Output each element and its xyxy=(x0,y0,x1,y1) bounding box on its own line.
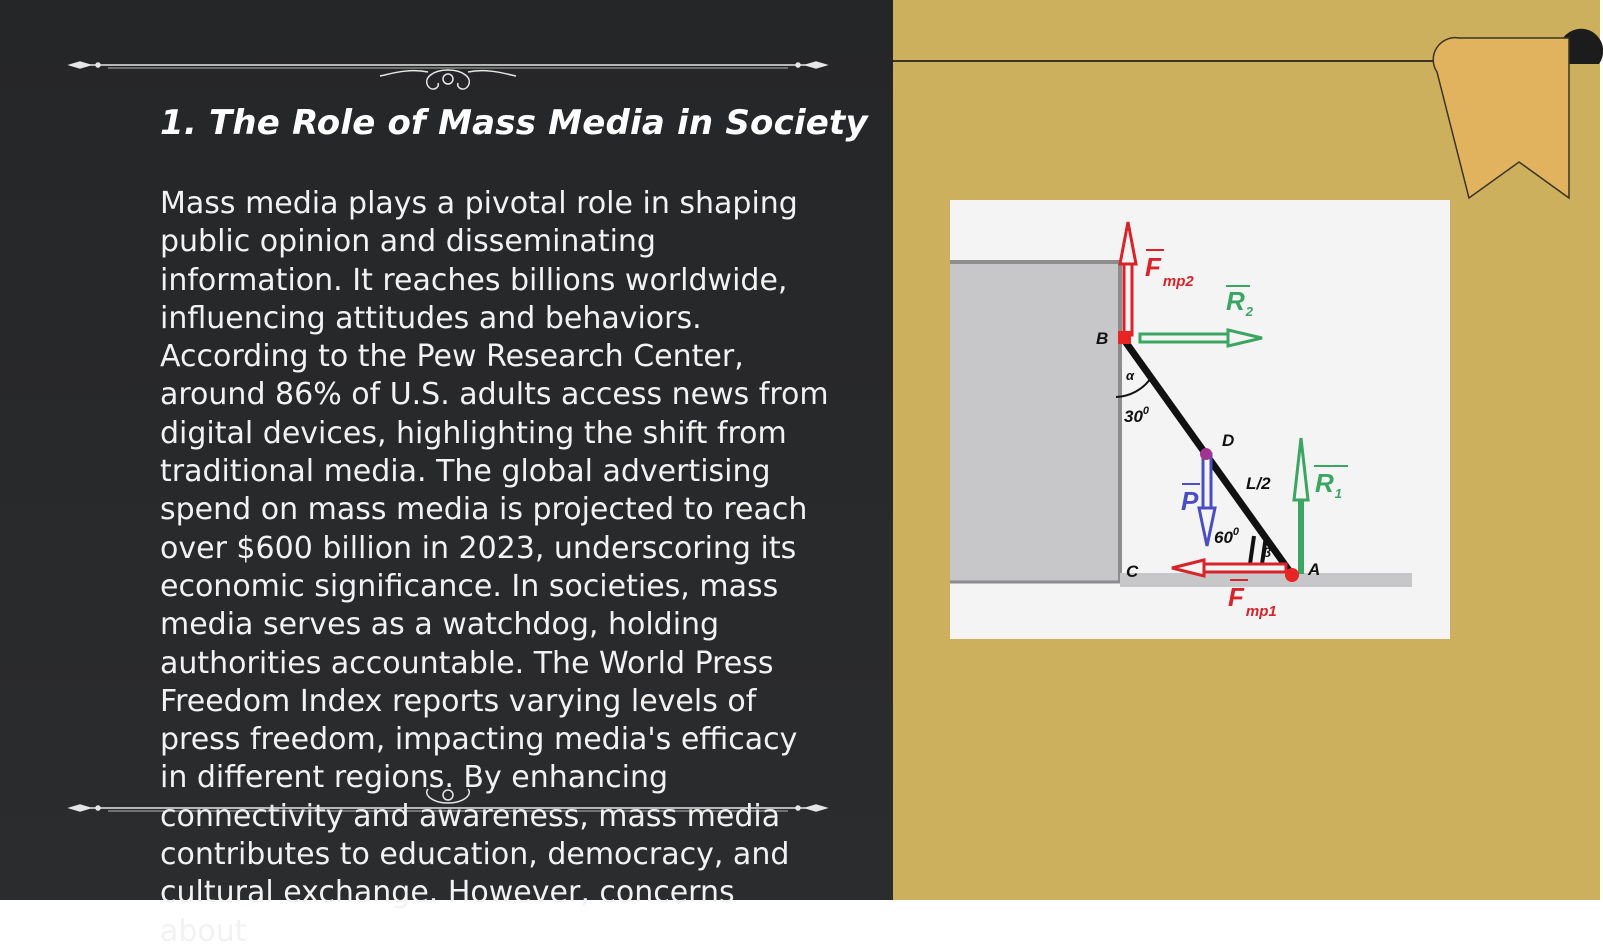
label-alpha: α xyxy=(1126,368,1135,383)
label-a: A xyxy=(1308,560,1321,579)
point-a-marker xyxy=(1285,568,1299,582)
horizontal-rule xyxy=(893,60,1441,62)
label-half-length: L/2 xyxy=(1246,474,1271,493)
point-b-marker xyxy=(1118,331,1131,344)
slide-body-text: Mass media plays a pivotal role in shaping public opinion and disseminating information. It reaches billions worldwide, influencing attitudes and behaviors. According to the Pew Research Center, around 86% of U.S. adults access news from digital devices, highlighting the shift from traditional media. The global advertising spend on mass media is projected to reach over $600 billion in 2023, underscoring its economic significance. In societies, mass media serves as a watchdog, holding authorities accountable. The World Press Freedom Index reports varying levels of press freedom, impacting media's efficacy in different regions. By enhancing connectivity and awareness, mass media contributes to education, democracy, and cultural exchange. However, concerns about xyxy=(160,186,829,949)
slide-title: 1. The Role of Mass Media in Society xyxy=(160,103,868,143)
point-d-marker xyxy=(1200,448,1212,460)
label-d: D xyxy=(1222,431,1235,450)
ornament-divider-top xyxy=(68,48,828,88)
label-beta: β xyxy=(1263,545,1272,560)
statics-diagram xyxy=(950,200,1450,639)
svg-text:Fmp2: F $_{mp2}$ xyxy=(1145,252,1194,290)
image-panel xyxy=(893,0,1600,900)
wall xyxy=(950,262,1120,582)
bookmark-icon xyxy=(1433,34,1603,204)
label-angle-30: $30^0$ xyxy=(1124,405,1150,426)
svg-text:Fmp1: F $_{mp1}$ xyxy=(1228,582,1277,620)
label-angle-60: $60^0$ xyxy=(1214,526,1240,547)
label-b: B xyxy=(1096,329,1109,348)
svg-text:R2: $R_2$ xyxy=(1226,286,1254,319)
label-c: C xyxy=(1126,562,1139,581)
label-p xyxy=(1181,484,1200,516)
ornament-divider-bottom xyxy=(68,791,828,831)
svg-text:R1: $R_1$ xyxy=(1315,468,1343,501)
floor xyxy=(1120,573,1412,587)
svg-text:P: P xyxy=(1181,486,1199,516)
